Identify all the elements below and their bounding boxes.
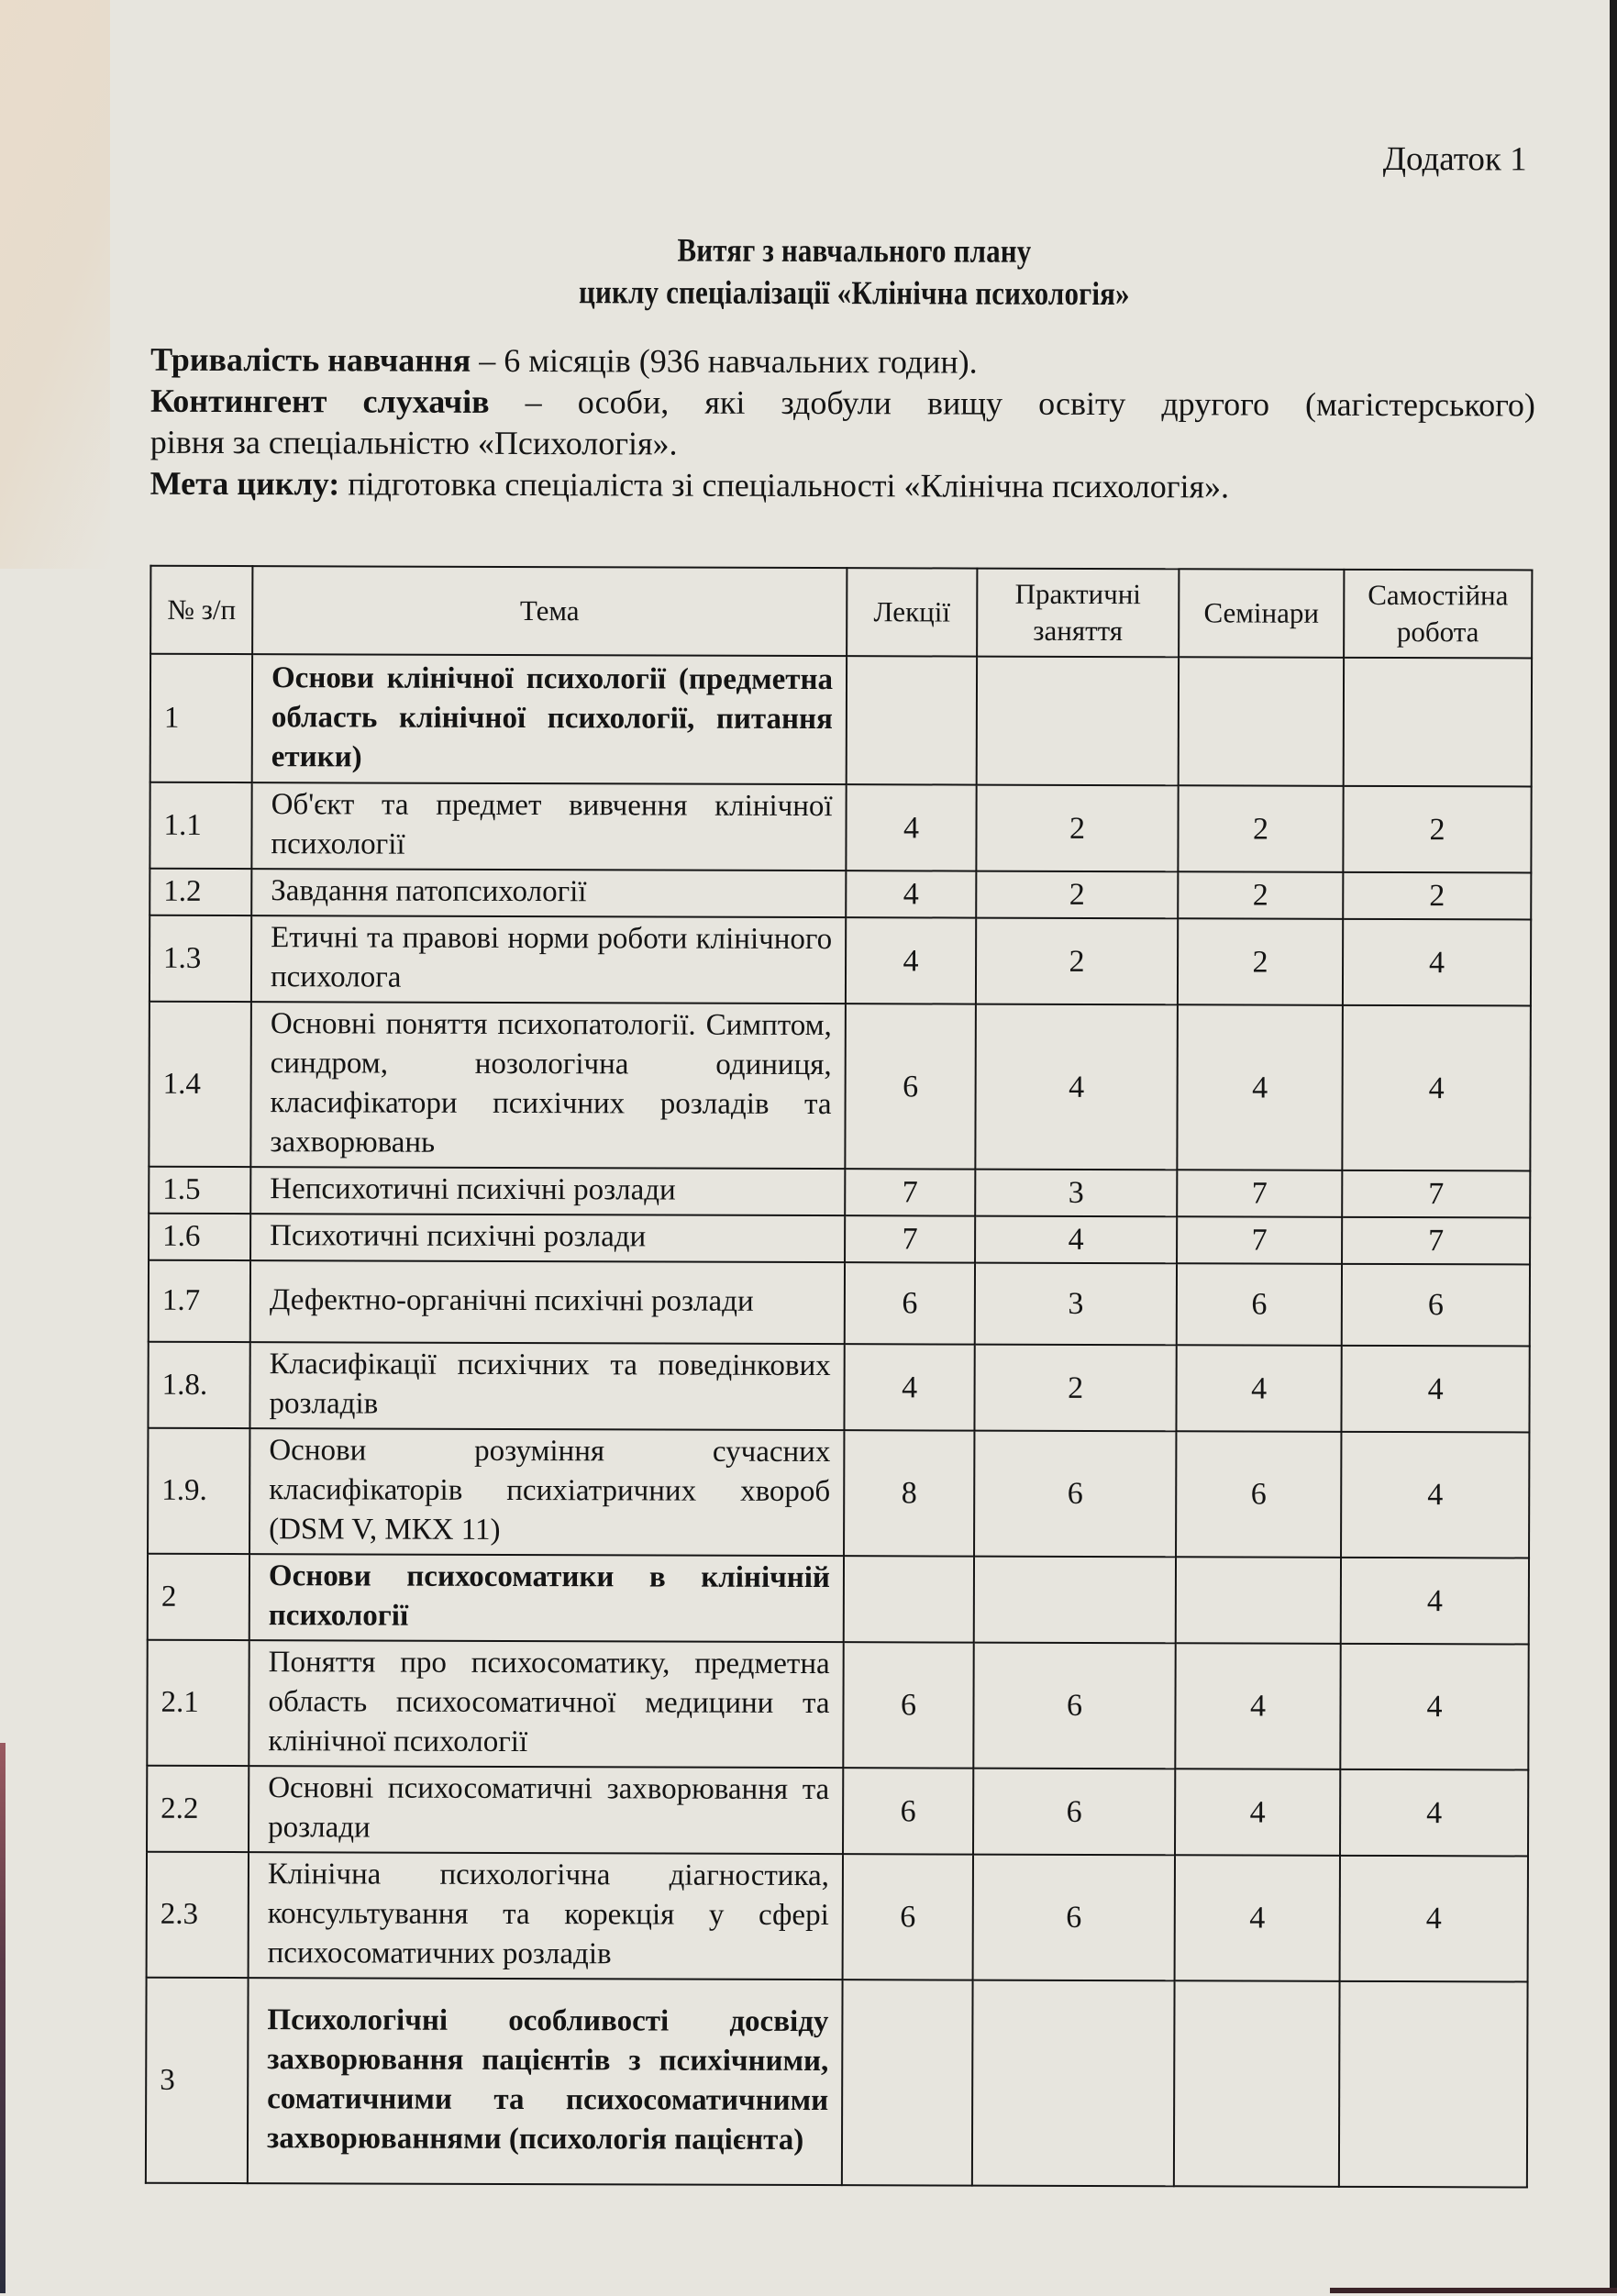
row-topic: Психотичні психічні розлади [250,1214,845,1262]
title-line-2: циклу спеціалізації «Клінічна психологія» [578,273,1130,313]
row-seminars: 4 [1177,1004,1343,1170]
row-practical: 4 [975,1004,1178,1170]
row-num: 1.3 [150,915,251,1002]
row-lectures: 4 [846,784,976,871]
contingent-paragraph-line2 [150,422,1535,468]
table-row [149,1214,1530,1265]
row-lectures [847,656,977,784]
row-self-study [1344,658,1532,787]
row-seminars: 4 [1175,1643,1340,1769]
duration-paragraph [150,339,1535,385]
table-row [148,1554,1529,1645]
row-num: 1.4 [149,1002,251,1167]
curriculum-table [145,565,1534,2189]
row-seminars: 6 [1177,1263,1342,1346]
row-topic: Основи розуміння сучасних класифікаторів психіатричних хвороб (DSM V, МКХ 11) [249,1428,844,1556]
row-topic: Основні психосоматичні захворювання та розлади [249,1766,843,1854]
contingent-paragraph-line1 [150,381,1535,427]
header-num: № з/п [150,566,252,654]
row-practical: 3 [975,1263,1177,1346]
row-lectures [844,1556,974,1642]
row-self-study: 7 [1342,1170,1530,1218]
row-lectures: 7 [845,1169,975,1215]
goal-label: Мета циклу: [150,464,340,503]
row-topic: Завдання патопсихології [251,869,846,917]
row-lectures [842,1980,973,2185]
row-practical: 6 [973,1643,1175,1769]
row-seminars: 4 [1176,1345,1341,1432]
row-practical: 2 [974,1345,1176,1432]
header-practical: Практичні заняття [977,569,1179,658]
row-seminars [1176,1557,1341,1644]
duration-label: Тривалість навчання [150,340,471,379]
table-row [148,1428,1529,1558]
row-lectures: 7 [845,1215,975,1262]
row-practical: 3 [975,1170,1177,1217]
header-lectures: Лекції [847,568,977,656]
row-self-study: 6 [1342,1264,1530,1347]
row-num: 1 [150,654,252,782]
table-row [150,782,1531,873]
appendix-label: Додаток 1 [1382,139,1527,179]
row-topic: Основи клінічної психології (предметна область клінічної психології, питання етики) [252,654,847,784]
row-self-study: 2 [1343,786,1531,873]
contingent-label: Контингент слухачів [150,382,490,420]
row-seminars [1179,657,1344,786]
row-self-study: 4 [1341,1346,1529,1433]
row-topic: Дефектно-органічні психічні розлади [250,1260,845,1344]
row-num: 2.1 [147,1640,249,1766]
duration-text: – 6 місяців (936 навчальних годин). [471,341,978,381]
goal-paragraph [150,463,1535,509]
row-self-study: 4 [1342,1005,1531,1171]
table-row [149,1167,1530,1218]
header-topic: Тема [252,566,847,656]
row-self-study: 4 [1340,1769,1528,1857]
row-lectures: 6 [845,1262,975,1344]
table-header-row [150,566,1532,659]
table-row [148,1342,1529,1433]
row-practical: 2 [976,871,1178,919]
row-seminars: 7 [1177,1170,1342,1217]
goal-text: підготовка спеціаліста зі спеціальності «Клінічна психологія». [339,465,1230,505]
row-num: 1.1 [150,782,251,869]
row-self-study: 4 [1340,1644,1528,1770]
table-row [147,1852,1528,1982]
row-self-study: 4 [1341,1432,1529,1558]
row-seminars: 2 [1178,918,1343,1005]
row-self-study: 4 [1343,919,1531,1006]
row-self-study: 2 [1343,872,1531,920]
row-self-study: 4 [1340,1856,1528,1982]
document-title [120,227,1588,316]
row-topic: Основні поняття психопатології. Симптом, синдром, нозологічна одиниця, класифікатори психічних розладів та захворювань [250,1002,846,1169]
row-practical: 6 [974,1431,1176,1558]
row-num: 1.6 [149,1214,250,1260]
row-practical [974,1557,1176,1644]
row-num: 2.2 [147,1766,249,1852]
row-topic: Психологічні особливості досвіду захворювання пацієнтів з психічними, соматичними та психосоматичними захворюваннями (психологія пацієнта) [248,1978,843,2185]
row-topic: Етичні та правові норми роботи клінічного психолога [251,915,846,1004]
row-self-study [1339,1981,1528,2188]
row-seminars: 6 [1176,1431,1341,1558]
row-topic: Основи психосоматики в клінічній психології [249,1554,844,1642]
row-lectures: 4 [846,871,976,917]
background-edge-right [1610,0,1617,2293]
row-num: 3 [146,1978,249,2183]
table-row [150,654,1532,787]
row-num: 1.8. [148,1342,249,1428]
row-self-study: 4 [1341,1558,1529,1645]
row-topic: Класифікації психічних та поведінкових розладів [249,1342,844,1430]
row-seminars: 2 [1178,871,1343,919]
row-lectures: 6 [843,1854,973,1980]
row-practical: 4 [975,1216,1177,1264]
table-row [150,869,1531,920]
row-seminars: 7 [1177,1216,1342,1264]
row-seminars: 4 [1175,1769,1340,1856]
row-num: 1.9. [148,1428,249,1554]
row-lectures: 6 [845,1004,976,1169]
row-num: 1.5 [149,1167,250,1214]
contingent-text-1: – особи, які здобули вищу освіту другого (магістерського) [489,383,1536,424]
contingent-text-2: рівня за спеціальністю «Психологія». [150,423,678,462]
row-lectures: 4 [844,1344,974,1430]
row-lectures: 6 [843,1768,973,1854]
table-row [147,1640,1528,1770]
table-row [150,915,1531,1006]
row-practical: 6 [973,1855,1175,1981]
row-num: 2.3 [147,1852,249,1978]
row-topic: Поняття про психосоматику, предметна область психосоматичної медицини та клінічної психології [249,1640,843,1768]
table-row [149,1260,1530,1347]
row-topic: Об'єкт та предмет вивчення клінічної психології [251,782,846,871]
row-seminars [1174,1980,1340,2187]
row-lectures: 4 [846,917,976,1004]
table-row [146,1978,1528,2188]
row-lectures: 8 [844,1430,974,1556]
header-seminars: Семінари [1179,569,1344,658]
row-num: 2 [148,1554,249,1640]
row-practical [977,657,1179,786]
row-practical [972,1980,1175,2187]
row-lectures: 6 [843,1642,973,1768]
intro-block [150,339,1536,509]
row-num: 1.2 [150,869,251,915]
title-line-1: Витяг з навчального плану [677,231,1032,270]
row-topic: Непсихотичні психічні розлади [250,1167,845,1215]
row-practical: 2 [976,918,1178,1005]
row-practical: 6 [973,1769,1175,1856]
table-row [149,1002,1531,1171]
row-seminars: 4 [1175,1855,1340,1981]
row-topic: Клінічна психологічна діагностика, консультування та корекція у сфері психосоматичних розладів [249,1852,843,1980]
row-num: 1.7 [149,1260,250,1342]
row-self-study: 7 [1342,1217,1530,1265]
row-practical: 2 [976,785,1178,872]
row-seminars: 2 [1178,785,1343,872]
table-row [147,1766,1528,1857]
header-self-study: Самостійна робота [1344,570,1532,659]
